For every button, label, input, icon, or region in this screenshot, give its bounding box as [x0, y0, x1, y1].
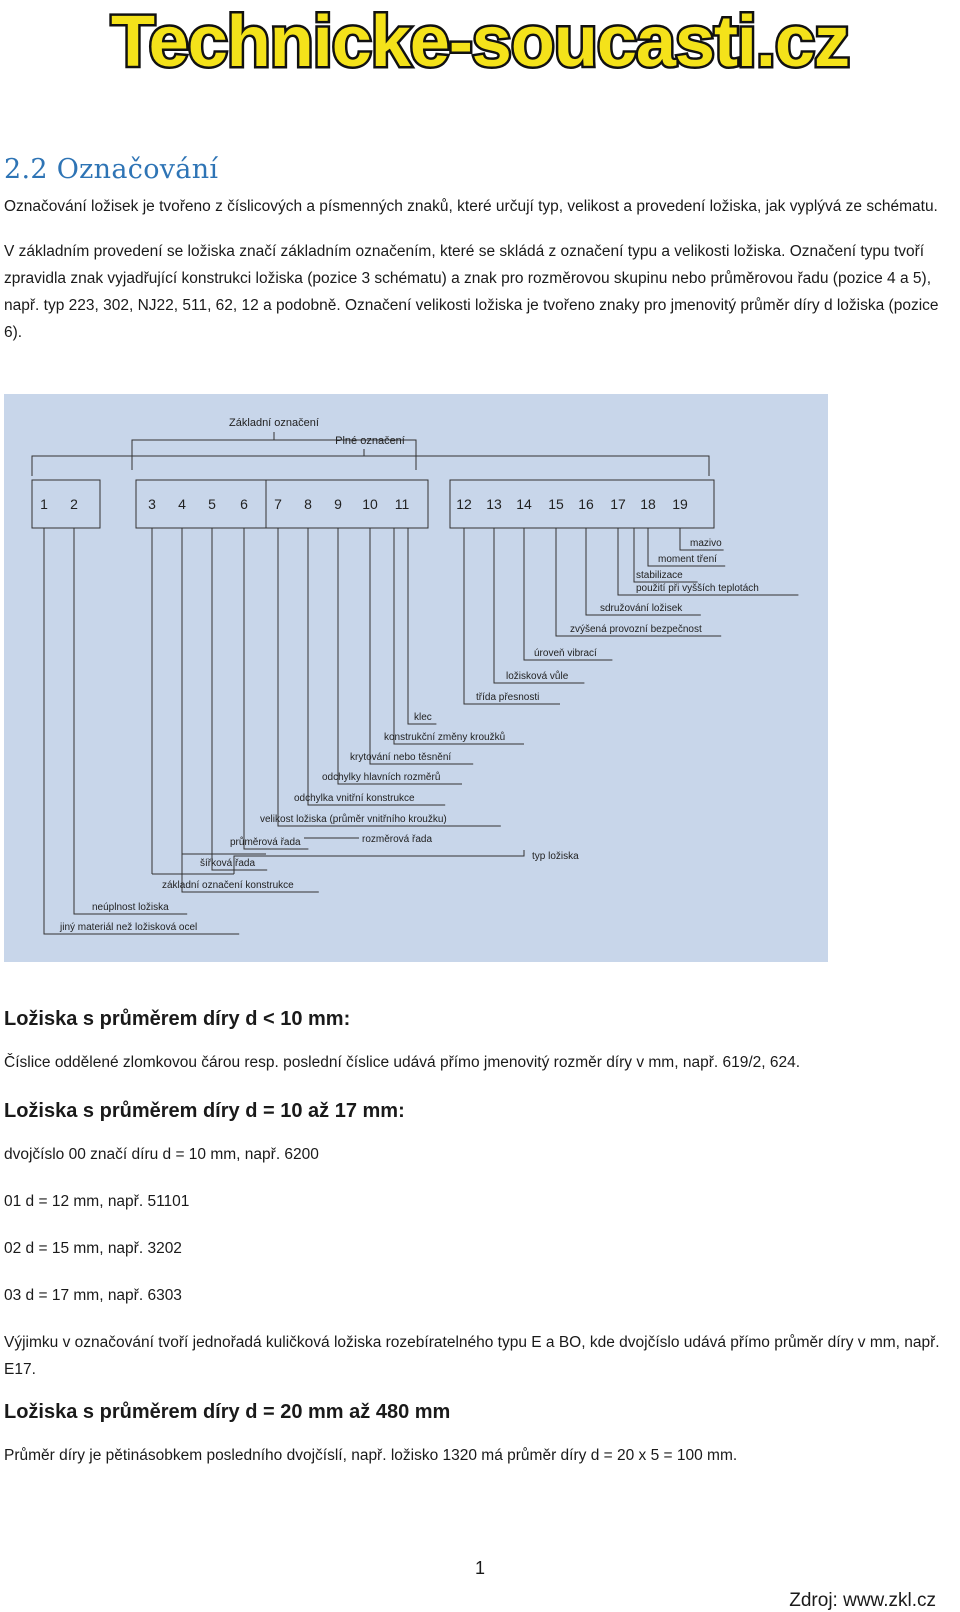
position-number: 11: [394, 496, 410, 512]
position-number: 4: [178, 496, 186, 512]
position-number: 3: [148, 496, 156, 512]
diagram-label-l7: odchylka vnitřní konstrukce: [294, 793, 415, 804]
large-bore-text: Průměr díry je pětinásobkem posledního dvojčíslí, např. ložisko 1320 má průměr díry d = 20 x 5 = 100 mm.: [4, 1447, 738, 1464]
diagram-label-l13: ložisková vůle: [506, 671, 569, 682]
source-credit: Zdroj: www.zkl.cz: [789, 1590, 936, 1611]
position-number: 5: [208, 496, 216, 512]
section-title: 2.2 Označování: [4, 154, 219, 185]
page-number: 1: [474, 1558, 485, 1578]
position-number: 9: [334, 496, 342, 512]
position-number: 15: [548, 496, 564, 512]
intro-paragraph: Označování ložisek je tvořeno z číslicových a písmenných znaků, které určují typ, velikost a provedení ložiska, jak vyplývá ze schématu.: [4, 198, 938, 215]
diagram-label-l10: konstrukční změny kroužků: [384, 732, 506, 743]
main-content: [4, 140, 954, 356]
diagram-label-l2: neúplnost ložiska: [92, 902, 169, 913]
diagram-label-l5: průměrová řada: [230, 837, 301, 848]
diagram-label-l19: mazivo: [690, 538, 722, 549]
position-number: 6: [240, 496, 248, 512]
position-number: 17: [610, 496, 626, 512]
position-number: 1: [40, 496, 48, 512]
small-bore-text: Číslice oddělené zlomkovou čárou resp. poslední číslice udává přímo jmenovitý rozměr díry v mm, např. 619/2, 624.: [4, 1054, 801, 1071]
mid-bore-text-2: 01 d = 12 mm, např. 51101: [4, 1193, 190, 1210]
heading-large-bore: Ložiska s průměrem díry d = 20 mm až 480 mm: [4, 1401, 451, 1423]
position-number: 7: [274, 496, 282, 512]
position-number: 16: [578, 496, 594, 512]
position-number: 2: [70, 496, 78, 512]
diagram-label-l6: velikost ložiska (průměr vnitřního kroužku): [260, 814, 447, 825]
size-sections: [4, 990, 954, 1479]
svg-text:Technicke-soucasti.cz: Technicke-soucasti.cz: [111, 4, 849, 82]
diagram-label-l3: základní označení konstrukce: [162, 880, 294, 891]
mid-bore-text-3: 02 d = 15 mm, např. 3202: [4, 1240, 182, 1257]
diagram-label-l14: úroveň vibrací: [534, 648, 597, 659]
diagram-label-l8: odchylky hlavních rozměrů: [322, 772, 441, 783]
heading-mid-bore: Ložiska s průměrem díry d = 10 až 17 mm:: [4, 1100, 405, 1122]
mid-bore-text-4: 03 d = 17 mm, např. 6303: [4, 1287, 182, 1304]
position-number: 10: [362, 496, 378, 512]
diagram-label-l12: třída přesnosti: [476, 692, 540, 703]
mid-bore-text-1: dvojčíslo 00 značí díru d = 10 mm, např. 6200: [4, 1146, 319, 1163]
heading-small-bore: Ložiska s průměrem díry d < 10 mm:: [4, 1008, 351, 1030]
position-number: 8: [304, 496, 312, 512]
basic-designation-paragraph: V základním provedení se ložiska značí základním označením, které se skládá z označení typu a velikosti ložiska. Označení typu tvoří zpravidla znak vyjadřující konstrukci ložiska (pozice 3 schématu) a znak pro rozměrovou skupinu nebo průměrovou řadu (pozice 4 a 5), např. typ 223, 302, NJ22, 511, 62, 12 a podobně. Označení velikosti ložiska je tvořeno znaky pro jmenovitý průměr díry d ložiska (pozice 6).: [4, 243, 939, 341]
position-number: 13: [486, 496, 502, 512]
diagram-label-l1: jiný materiál než ložisková ocel: [60, 922, 198, 933]
site-logo: [80, 4, 880, 82]
diagram-label-l4: šířková řada: [200, 858, 256, 869]
position-number: 19: [672, 496, 688, 512]
diagram-label-l16: sdružování ložisek: [600, 603, 683, 614]
diagram-label-l9: krytování nebo těsnění: [350, 752, 452, 763]
position-number: 12: [456, 496, 472, 512]
diagram-label-l18: moment tření: [658, 554, 717, 565]
diagram-label-size-group: rozměrová řada: [362, 834, 433, 845]
diagram-label-l17b: použití při vyšších teplotách: [636, 583, 759, 594]
diagram-label-l17a: stabilizace: [636, 570, 683, 581]
designation-diagram: [4, 394, 828, 962]
position-number: 14: [516, 496, 532, 512]
diagram-label-type: typ ložiska: [532, 851, 579, 862]
mid-bore-exception: Výjimku v označování tvoří jednořadá kuličková ložiska rozebíratelného typu E a BO, kde dvojčíslo udává přímo průměr díry v mm, např. E17.: [4, 1334, 940, 1378]
diagram-label-l11: klec: [414, 712, 432, 723]
position-number: 18: [640, 496, 656, 512]
full-designation-label: Plné označení: [335, 435, 405, 447]
basic-designation-label: Základní označení: [229, 417, 319, 429]
diagram-label-l15: zvýšená provozní bezpečnost: [570, 624, 702, 635]
